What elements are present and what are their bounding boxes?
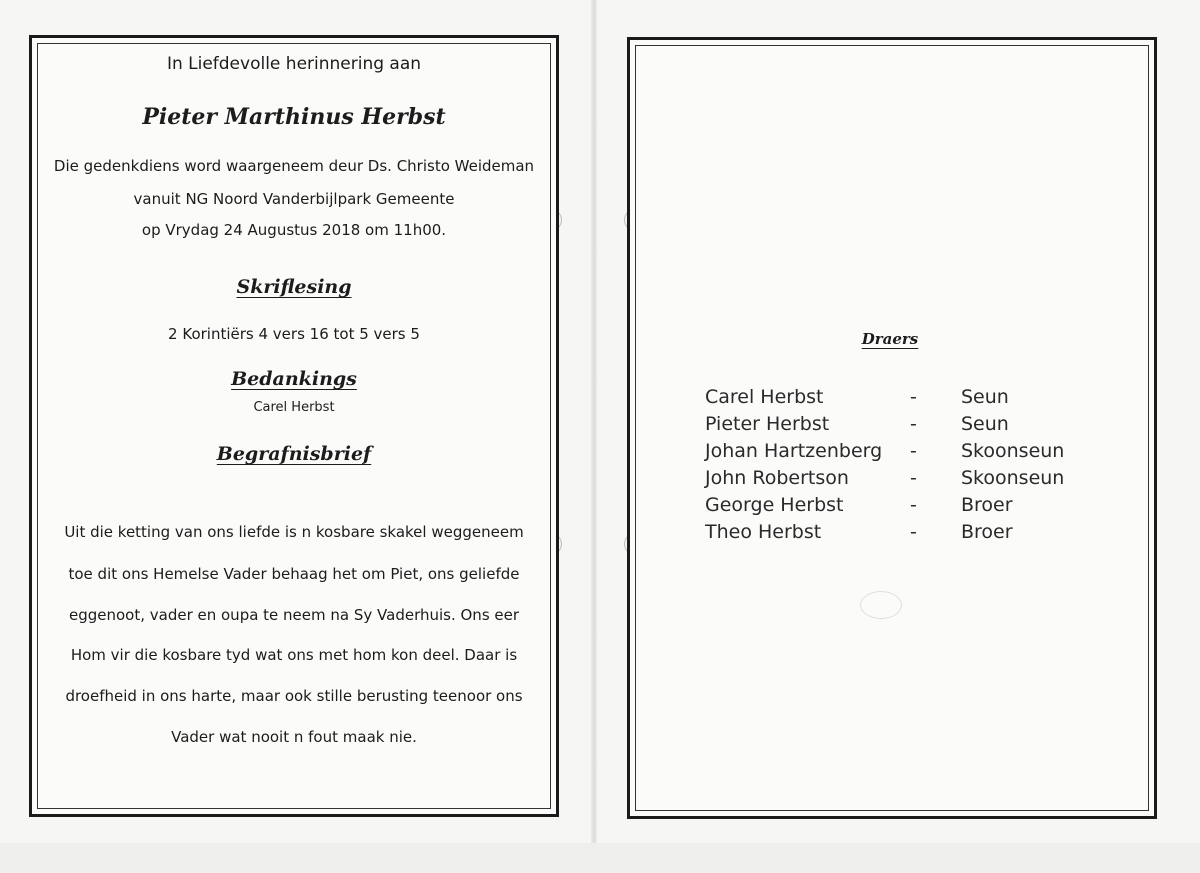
letter-heading: Begrafnisbrief (216, 443, 372, 465)
bearer-name: Pieter Herbst (705, 413, 830, 435)
letter-line-1: Uit die ketting van ons liefde is n kosbare skakel weggeneem (64, 523, 524, 541)
letter-line-3: eggenoot, vader en oupa te neem na Sy Vaderhuis. Ons eer (68, 606, 520, 624)
faint-bleed-through-mark (860, 591, 902, 619)
bearer-name: George Herbst (705, 494, 844, 516)
left-page-frame (29, 35, 559, 817)
letter-line-4: Hom vir die kosbare tyd wat ons met hom kon deel. Daar is (70, 646, 518, 664)
bearer-role: Broer (961, 494, 1013, 516)
bearer-name: Theo Herbst (705, 521, 822, 543)
bearer-role: Seun (961, 413, 1009, 435)
thanks-heading: Bedankings (231, 368, 357, 390)
bearers-heading: Draers (861, 330, 919, 348)
service-line-3: op Vrydag 24 Augustus 2018 om 11h00. (141, 221, 447, 239)
service-line-1: Die gedenkdiens word waargeneem deur Ds. Christo Weideman (53, 157, 535, 175)
service-line-2: vanuit NG Noord Vanderbijlpark Gemeente (133, 190, 455, 208)
bearer-role: Skoonseun (961, 467, 1065, 489)
letter-line-5: droefheid in ons harte, maar ook stille berusting teenoor ons (65, 687, 523, 705)
bearer-name: John Robertson (705, 467, 849, 489)
thanks-text: Carel Herbst (253, 400, 335, 415)
deceased-name: Pieter Marthinus Herbst (142, 104, 446, 130)
bearer-role: Seun (961, 386, 1009, 408)
bearer-role: Broer (961, 521, 1013, 543)
bearer-dash: - (910, 467, 917, 489)
letter-line-2: toe dit ons Hemelse Vader behaag het om Piet, ons geliefde (68, 565, 520, 583)
bearer-dash: - (910, 440, 917, 462)
scan-bottom-edge (0, 843, 1200, 873)
intro-text: In Liefdevolle herinnering aan (166, 54, 422, 74)
bearer-name: Carel Herbst (705, 386, 824, 408)
bearer-dash: - (910, 521, 917, 543)
scripture-text: 2 Korintiërs 4 vers 16 tot 5 vers 5 (168, 325, 420, 343)
bearer-dash: - (910, 413, 917, 435)
bearer-dash: - (910, 386, 917, 408)
scripture-heading: Skriflesing (236, 276, 352, 298)
bearer-dash: - (910, 494, 917, 516)
page-fold (591, 0, 597, 873)
bearer-role: Skoonseun (961, 440, 1065, 462)
bearer-name: Johan Hartzenberg (705, 440, 883, 462)
letter-line-6: Vader wat nooit n fout maak nie. (171, 728, 417, 746)
